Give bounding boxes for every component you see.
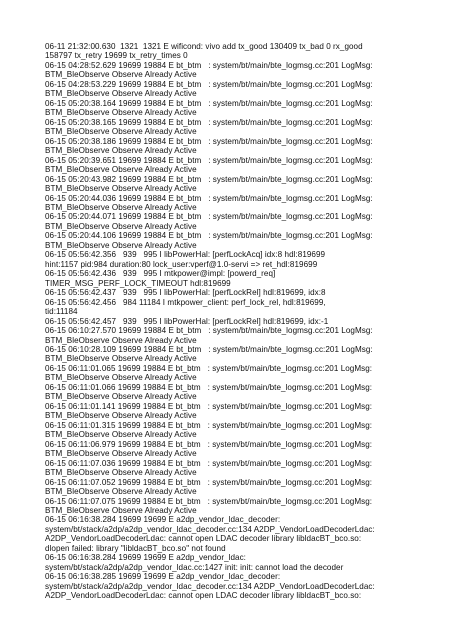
log-line: BTM_BleObserve Observe Already Active	[45, 392, 197, 402]
log-line: 06-15 05:56:42.456 984 11184 I mtkpower_client: perf_lock_rel, hdl:819699,	[45, 297, 326, 307]
log-line: 06-15 06:11:01.141 19699 19884 E bt_btm : system/bt/main/bte_logmsg.cc:201 LogMsg:	[45, 401, 373, 411]
log-line: system/bt/stack/a2dp/a2dp_vendor_ldac_decoder.cc:134 A2DP_VendorLoadDecoderLdac:	[45, 581, 375, 591]
log-line: 06-15 06:11:01.066 19699 19884 E bt_btm : system/bt/main/bte_logmsg.cc:201 LogMsg:	[45, 382, 373, 392]
log-line: tid:11184	[45, 307, 78, 317]
log-line: BTM_BleObserve Observe Already Active	[45, 373, 197, 383]
log-line: TIMER_MSG_PERF_LOCK_TIMEOUT hdl:819699	[45, 278, 231, 288]
log-line: 06-15 05:20:44.071 19699 19884 E bt_btm : system/bt/main/bte_logmsg.cc:201 LogMsg:	[45, 212, 373, 222]
log-line: 06-15 05:20:44.106 19699 19884 E bt_btm : system/bt/main/bte_logmsg.cc:201 LogMsg:	[45, 231, 373, 241]
log-line: 06-15 05:20:39.651 19699 19884 E bt_btm : system/bt/main/bte_logmsg.cc:201 LogMsg:	[45, 155, 373, 165]
log-line: 06-15 06:10:27.570 19699 19884 E bt_btm : system/bt/main/bte_logmsg.cc:201 LogMsg:	[45, 326, 373, 336]
log-line: BTM_BleObserve Observe Already Active	[45, 146, 197, 156]
log-line: 06-15 05:20:38.186 19699 19884 E bt_btm : system/bt/main/bte_logmsg.cc:201 LogMsg:	[45, 136, 373, 146]
log-line: 06-15 05:20:38.165 19699 19884 E bt_btm : system/bt/main/bte_logmsg.cc:201 LogMsg:	[45, 117, 373, 127]
log-line: BTM_BleObserve Observe Already Active	[45, 221, 197, 231]
log-line: 06-15 04:28:53.229 19699 19884 E bt_btm : system/bt/main/bte_logmsg.cc:201 LogMsg:	[45, 79, 373, 89]
log-line: system/bt/stack/a2dp/a2dp_vendor_ldac.cc:1427 init: init: cannot load the decoder	[45, 562, 344, 572]
log-line: BTM_BleObserve Observe Already Active	[45, 411, 197, 421]
log-line: 06-15 06:11:07.036 19699 19884 E bt_btm : system/bt/main/bte_logmsg.cc:201 LogMsg:	[45, 458, 373, 468]
log-text-block	[45, 42, 444, 601]
log-line: 06-15 06:11:07.075 19699 19884 E bt_btm : system/bt/main/bte_logmsg.cc:201 LogMsg:	[45, 496, 373, 506]
log-line: BTM_BleObserve Observe Already Active	[45, 127, 197, 137]
log-line: 158797 tx_retry 19699 tx_retry_times 0	[45, 51, 188, 61]
log-line: 06-15 06:16:38.284 19699 19699 E a2dp_vendor_ldac_decoder:	[45, 515, 281, 525]
log-line: 06-15 05:56:42.437 939 995 I libPowerHal: [perfLockRel] hdl:819699, idx:8	[45, 288, 326, 298]
log-line: BTM_BleObserve Observe Already Active	[45, 165, 197, 175]
log-line: BTM_BleObserve Observe Already Active	[45, 430, 197, 440]
log-line: BTM_BleObserve Observe Already Active	[45, 202, 197, 212]
log-line: BTM_BleObserve Observe Already Active	[45, 70, 197, 80]
log-line: 06-15 06:11:01.065 19699 19884 E bt_btm : system/bt/main/bte_logmsg.cc:201 LogMsg:	[45, 363, 373, 373]
log-line: BTM_BleObserve Observe Already Active	[45, 468, 197, 478]
log-line: 06-15 06:11:01.315 19699 19884 E bt_btm : system/bt/main/bte_logmsg.cc:201 LogMsg:	[45, 420, 373, 430]
log-line: 06-15 05:56:42.457 939 995 I libPowerHal: [perfLockRel] hdl:819699, idx:-1	[45, 316, 329, 326]
log-line: A2DP_VendorLoadDecoderLdac: cannot open LDAC decoder library libldacBT_bco.so:	[45, 591, 362, 601]
log-line: 06-15 06:16:38.285 19699 19699 E a2dp_vendor_ldac_decoder:	[45, 572, 281, 582]
log-line: 06-15 06:10:28.109 19699 19884 E bt_btm : system/bt/main/bte_logmsg.cc:201 LogMsg:	[45, 345, 373, 354]
log-line: BTM_BleObserve Observe Already Active	[45, 505, 197, 515]
log-line: hint:1157 pid:984 duration:80 lock_user:vperf@1.0-servi => ret_hdl:819699	[45, 259, 318, 269]
log-line: BTM_BleObserve Observe Already Active	[45, 354, 197, 364]
log-line: 06-15 06:11:06.979 19699 19884 E bt_btm : system/bt/main/bte_logmsg.cc:201 LogMsg:	[45, 439, 373, 449]
log-line: BTM_BleObserve Observe Already Active	[45, 240, 197, 250]
log-line: 06-15 04:28:52.629 19699 19884 E bt_btm : system/bt/main/bte_logmsg.cc:201 LogMsg:	[45, 60, 373, 70]
log-line: BTM_BleObserve Observe Already Active	[45, 89, 197, 99]
log-line: BTM_BleObserve Observe Already Active	[45, 108, 197, 118]
log-line: BTM_BleObserve Observe Already Active	[45, 487, 197, 497]
log-line: 06-15 06:16:38.284 19699 19699 E a2dp_vendor_ldac:	[45, 553, 246, 563]
log-line: 06-15 05:20:38.164 19699 19884 E bt_btm : system/bt/main/bte_logmsg.cc:201 LogMsg:	[45, 98, 373, 108]
log-line: 06-15 06:11:07.052 19699 19884 E bt_btm : system/bt/main/bte_logmsg.cc:201 LogMsg:	[45, 477, 373, 487]
log-line: BTM_BleObserve Observe Already Active	[45, 335, 197, 345]
log-line: 06-15 05:20:43.982 19699 19884 E bt_btm : system/bt/main/bte_logmsg.cc:201 LogMsg:	[45, 174, 373, 184]
log-line: 06-11 21:32:00.630 1321 1321 E wificond: vivo add tx_good 130409 tx_bad 0 rx_good	[45, 42, 363, 51]
log-line: dlopen failed: library "libldacBT_bco.so" not found	[45, 543, 226, 553]
log-line: system/bt/stack/a2dp/a2dp_vendor_ldac_decoder.cc:134 A2DP_VendorLoadDecoderLdac:	[45, 524, 375, 534]
log-line: BTM_BleObserve Observe Already Active	[45, 449, 197, 459]
log-line: 06-15 05:56:42.436 939 995 I mtkpower@impl: [powerd_req]	[45, 269, 276, 279]
log-line: 06-15 05:56:42.356 939 995 I libPowerHal: [perfLockAcq] idx:8 hdl:819699	[45, 250, 326, 260]
log-line: BTM_BleObserve Observe Already Active	[45, 184, 197, 194]
log-line: A2DP_VendorLoadDecoderLdac: cannot open LDAC decoder library libldacBT_bco.so:	[45, 534, 362, 544]
log-line: 06-15 05:20:44.036 19699 19884 E bt_btm : system/bt/main/bte_logmsg.cc:201 LogMsg:	[45, 193, 373, 203]
